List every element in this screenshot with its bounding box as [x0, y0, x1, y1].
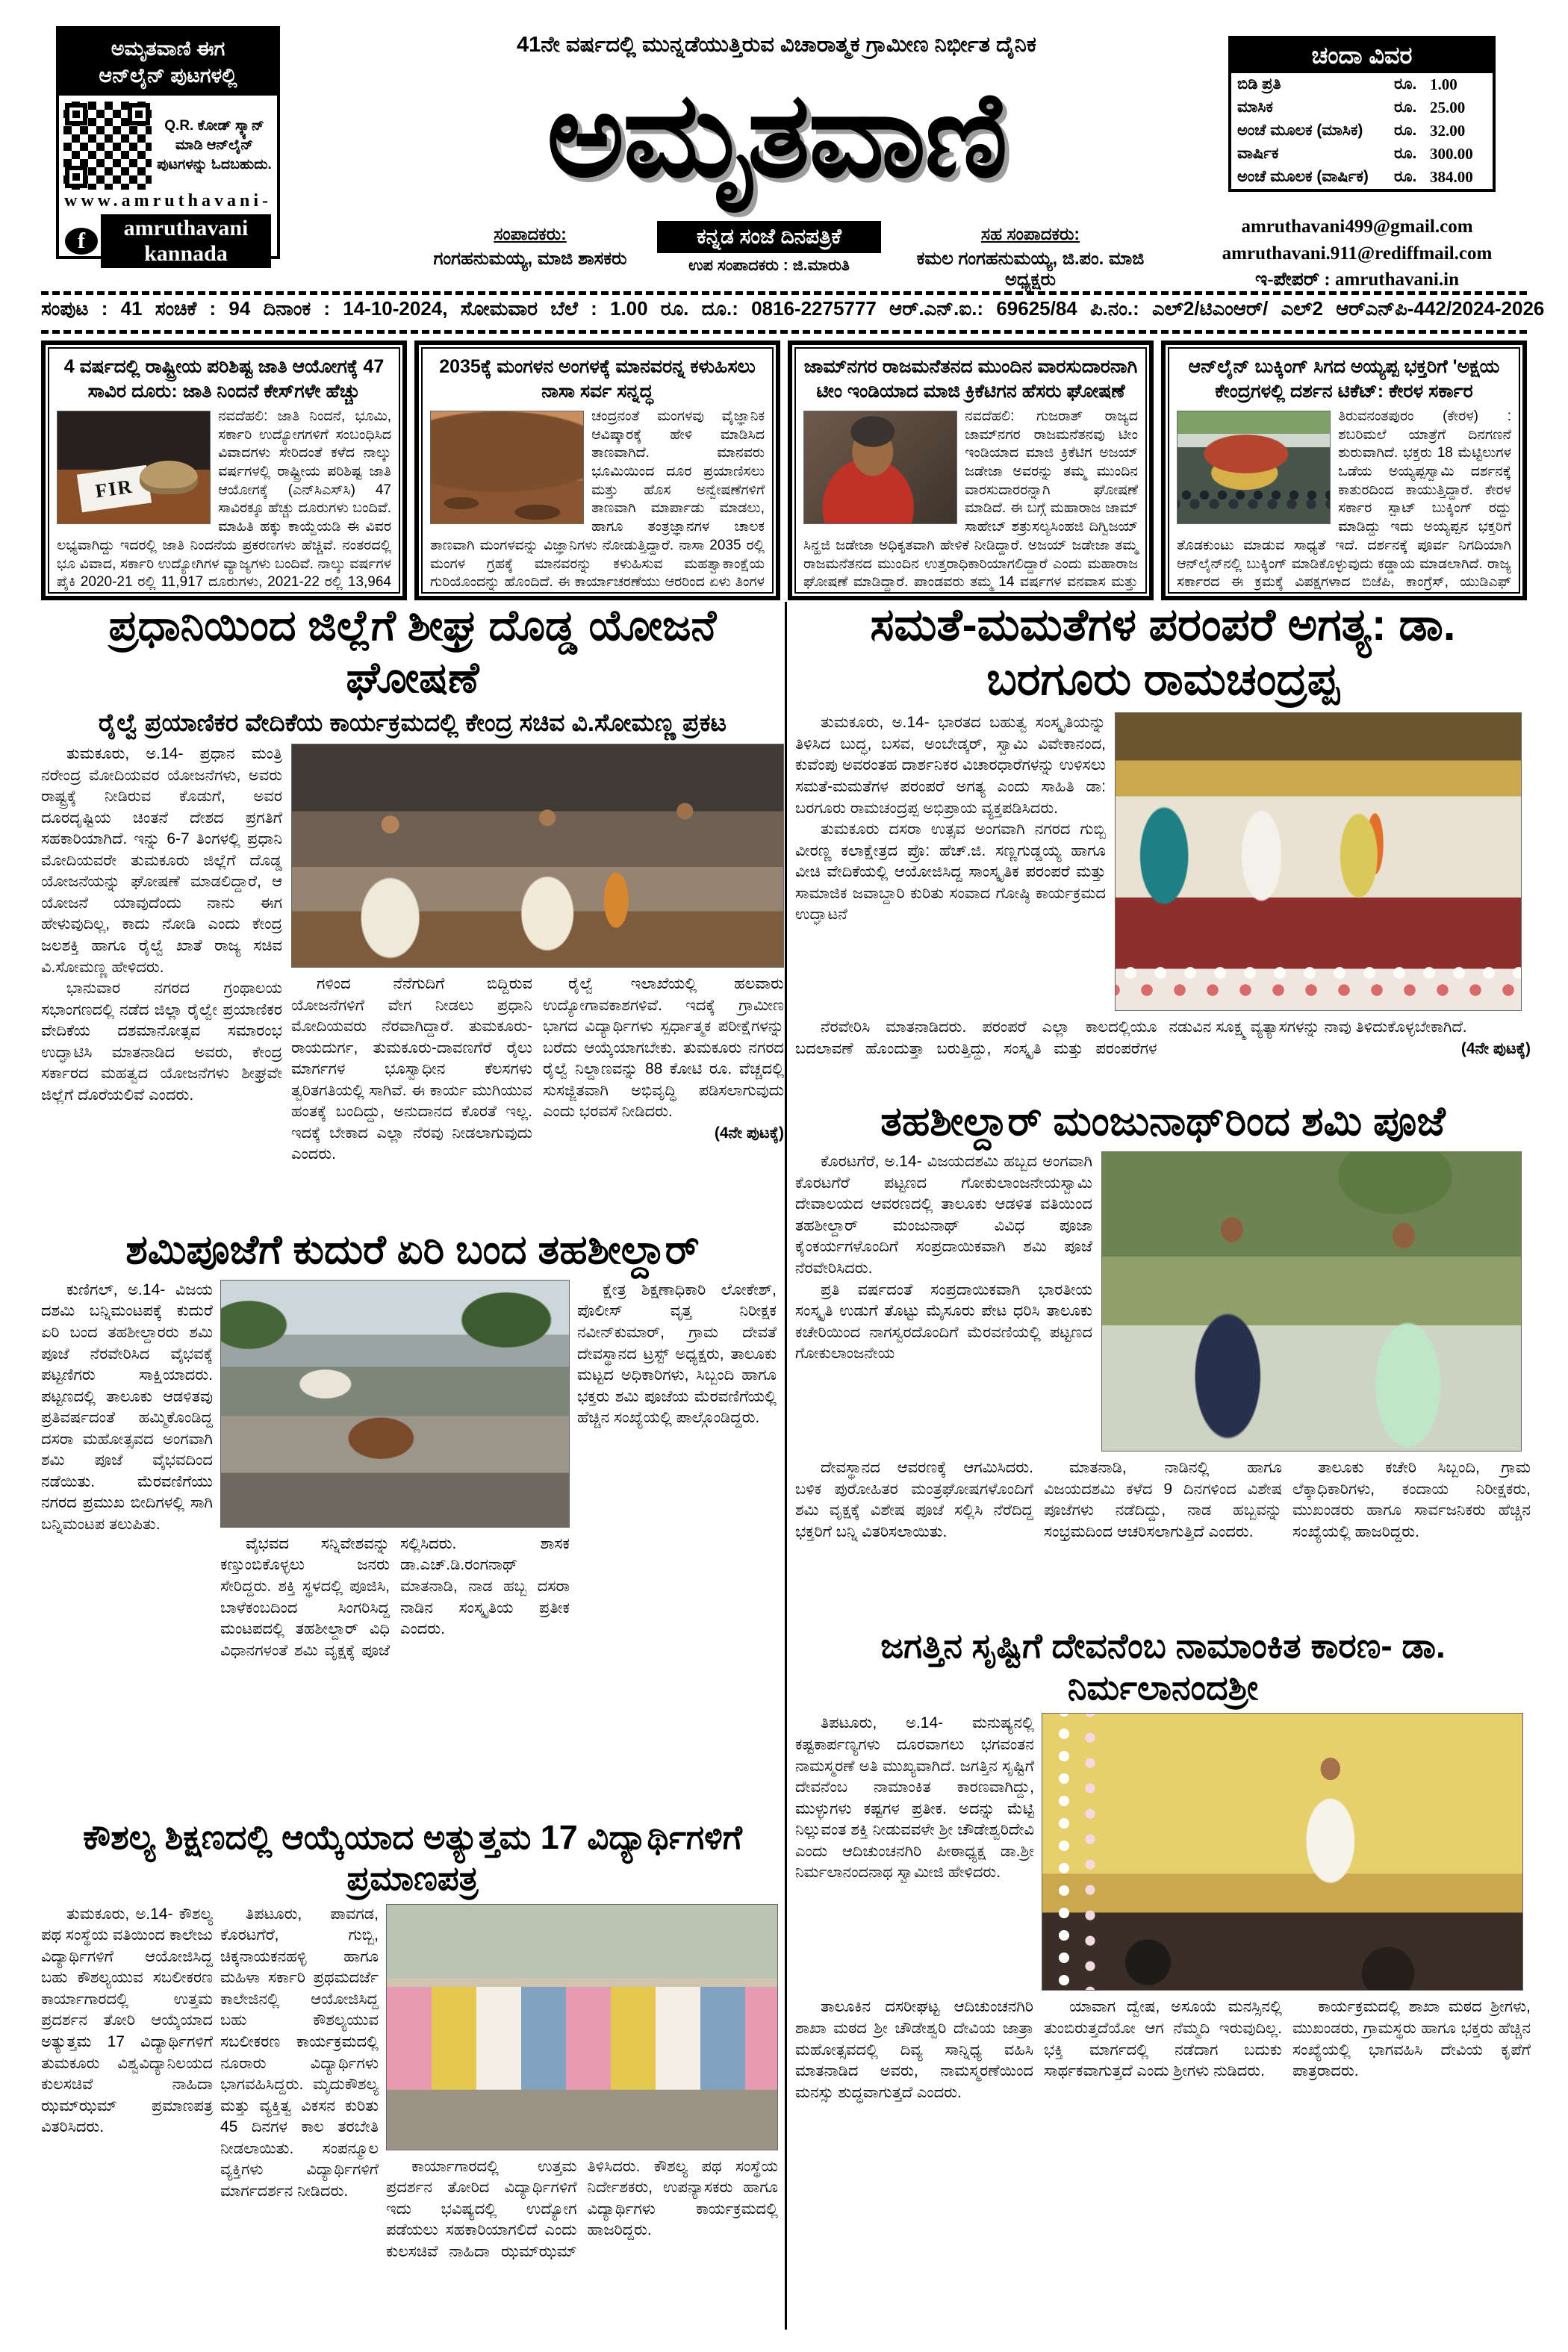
article-nirmalananda-speech — [795, 1625, 1531, 2337]
column-divider — [785, 602, 787, 2330]
article-paragraph: ಯಾವಾಗ ದ್ವೇಷ, ಅಸೂಯೆ ಮನಸ್ಸಿನಲ್ಲಿ ತುಂಬಿರುತ್ತದೆಯೋ ಆಗ ನೆಮ್ಮದಿ ಇರುವುದಿಲ್ಲ. ಭಕ್ತಿ ಮಾರ್ಗದಲ್ಲಿ ನಡೆದಾಗ ಬದುಕು ಸಾರ್ಥಕವಾಗುತ್ತದೆ ಎಂದು ಶ್ರೀಗಳು ನುಡಿದರು. — [1044, 1998, 1282, 2080]
qr-caption: Q.R. ಕೋಡ್ ಸ್ಕ್ಯಾನ್ ಮಾಡಿ ಆನ್‌ಲೈನ್ ಪುಟಗಳನ್ನು ಓದಬಹುದು. — [157, 118, 272, 172]
article-headline: ಕೌಶಲ್ಯ ಶಿಕ್ಷಣದಲ್ಲಿ ಆಯ್ಕೆಯಾದ ಅತ್ಯುತ್ತಮ 17 ವಿದ್ಯಾರ್ಥಿಗಳಿಗೆ ಪ್ರಮಾಣಪತ್ರ — [83, 1817, 742, 1897]
article-tahsildar-horse — [41, 1226, 784, 1810]
qr-code[interactable] — [63, 102, 152, 190]
article-paragraph: ತಾಲೂಕು ಕಚೇರಿ ಸಿಬ್ಬಂದಿ, ಗ್ರಾಮ ಲೆಕ್ಕಾಧಿಕಾರಿಗಳು, ಕಂದಾಯ ನಿರೀಕ್ಷಕರು, ಮುಖಂಡರು ಹಾಗೂ ಸಾರ್ವಜನಿಕರು ಹೆಚ್ಚಿನ ಸಂಖ್ಯೆಯಲ್ಲಿ ಹಾಜರಿದ್ದರು. — [1292, 1459, 1531, 1540]
sabarimala-crowd-photo — [1177, 411, 1331, 524]
co-editor-label: ಸಹ ಸಂಪಾದಕರು: — [980, 224, 1080, 243]
article-skill-certificates — [41, 1817, 784, 2337]
masthead-title: ಅಮೃತವಾಣಿ — [547, 69, 1007, 201]
contact-emails — [1183, 214, 1531, 293]
facebook-handle: amruthavani kannada — [101, 214, 271, 268]
article-paragraph: ಕಾರ್ಯಕ್ರಮದಲ್ಲಿ ಶಾಖಾ ಮಠದ ಶ್ರೀಗಳು, ಮುಖಂಡರು, ಗ್ರಾಮಸ್ಥರು ಹಾಗೂ ಭಕ್ತರು ಹೆಚ್ಚಿನ ಸಂಖ್ಯೆಯಲ್ಲಿ ಭಾಗವಹಿಸಿ ದೇವಿಯ ಕೃಪೆಗೆ ಪಾತ್ರರಾದರು. — [1292, 1998, 1531, 2080]
article-paragraph: ತುಮಕೂರು, ಅ.14- ಭಾರತದ ಬಹುತ್ವ ಸಂಸ್ಕೃತಿಯನ್ನು ತಿಳಿಸಿದ ಬುದ್ಧ, ಬಸವ, ಅಂಬೇಡ್ಕರ್, ಸ್ವಾಮಿ ವಿವೇಕಾನಂದ, ಕುವೆಂಪು ಅವರಂತಹ ದಾರ್ಶನಿಕರ ವಿಚಾರಧಾರೆಗಳನ್ನು ಉಳಿಸಲು ಸಮತೆ-ಮಮತೆಗಳ ಪರಂಪರೆ ಅಗತ್ಯ ಎಂದು ಸಾಹಿತಿ ಡಾ: ಬರಗೂರು ರಾಮಚಂದ್ರಪ್ಪ ಅಭಿಪ್ರಾಯ ವ್ಯಕ್ತಪಡಿಸಿದರು. — [795, 714, 1106, 817]
brief-body: ತಿರುವನಂತಪುರಂ (ಕೇರಳ) : ಶಬರಿಮಲೆ ಯಾತ್ರೆಗೆ ದಿನಗಣನೆ ಶುರುವಾಗಿದೆ. ಭಕ್ತರು 18 ಮೆಟ್ಟಿಲುಗಳ ಒಡೆಯ ಅಯ್ಯಪ್ಪಸ್ವಾಮಿ ದರ್ಶನಕ್ಕೆ ಕಾತುರದಿಂದ ಕಾಯುತ್ತಿದ್ದಾರೆ. ಕೇರಳ ಸರ್ಕಾರ ಸ್ಪಾಟ್ ಬುಕ್ಕಿಂಗ್ ರದ್ದು ಮಾಡಿದ್ದು ಇದು ಅಯ್ಯಪ್ಪನ ಭಕ್ತರಿಗೆ ತೊಡಕುಂಟು ಮಾಡುವ ಸಾಧ್ಯತೆ ಇದೆ. ದರ್ಶನಕ್ಕೆ ಪೂರ್ವ ನಿಗದಿಯಾಗಿ ಆನ್‌ಲೈನ್‌ನಲ್ಲಿ ಬುಕ್ಕಿಂಗ್ ಮಾಡಿಕೊಳ್ಳುವುದು ಕಡ್ಡಾಯ ಮಾಡಲಾಗಿದೆ. ರಾಜ್ಯ ಸರ್ಕಾರದ ಈ ಕ್ರಮಕ್ಕೆ ವಿಪಕ್ಷಗಳಾದ ಬಿಜೆಪಿ, ಕಾಂಗ್ರೆಸ್, ಯುಡಿಎಫ್ — [1177, 408, 1511, 591]
article-paragraph: ತಾಲೂಕಿನ ದಸರೀಘಟ್ಟ ಆದಿಚುಂಚನಗಿರಿ ಶಾಖಾ ಮಠದ ಶ್ರೀ ಚೌಡೇಶ್ವರಿ ದೇವಿಯ ಜಾತ್ರಾ ಮಹೋತ್ಸವದಲ್ಲಿ ದಿವ್ಯ ಸಾನ್ನಿಧ್ಯ ವಹಿಸಿ ಮಾತನಾಡಿದ ಅವರು, ನಾಮಸ್ಮರಣೆಯಿಂದ ಮನಸ್ಸು ಶುದ್ಧವಾಗುತ್ತದೆ ಎಂದರು. — [795, 1998, 1033, 2101]
brief-box-sc-commission — [41, 340, 407, 600]
epaper-link[interactable]: ಇ-ಪೇಪರ್ : amruthavani.in — [1255, 270, 1459, 290]
subscription-box — [1228, 36, 1496, 192]
qr-eye-icon — [128, 103, 150, 125]
currency-label: ರೂ. — [1394, 145, 1417, 162]
subscription-row — [1231, 119, 1493, 143]
students-group-photo — [386, 1904, 778, 2150]
right-news-column — [795, 597, 1531, 2337]
brief-box-sabarimala — [1161, 340, 1527, 600]
article-paragraph: ಕುಣಿಗಲ್, ಅ.14- ವಿಜಯ ದಶಮಿ ಬನ್ನಿಮಂಟಪಕ್ಕೆ ಕುದುರೆ ಏರಿ ಬಂದ ತಹಶೀಲ್ದಾರರು ಶಮಿ ಪೂಜೆ ನೆರವೇರಿಸಿದ ವೈಭವಕ್ಕೆ ಪಟ್ಟಣಿಗರು ಸಾಕ್ಷಿಯಾದರು. ಪಟ್ಟಣದಲ್ಲಿ ತಾಲೂಕು ಆಡಳಿತವು ಪ್ರತಿವರ್ಷದಂತೆ ಹಮ್ಮಿಕೊಂಡಿದ್ದ ದಸರಾ ಮಹೋತ್ಸವದ ಅಂಗವಾಗಿ ಶಮಿ ಪೂಜೆ ವೈಭವದಿಂದ ನಡೆಯಿತು. ಮೆರವಣಿಗೆಯು ನಗರದ ಪ್ರಮುಖ ಬೀದಿಗಳಲ್ಲಿ ಸಾಗಿ ಬನ್ನಿಮಂಟಪ ತಲುಪಿತು. — [41, 1281, 213, 1533]
article-column — [220, 1534, 570, 1808]
article-column — [1044, 1997, 1282, 2337]
article-headline: ಪ್ರಧಾನಿಯಿಂದ ಜಿಲ್ಲೆಗೆ ಶೀಘ್ರ ದೊಡ್ಡ ಯೋಜನೆ ಘೋಷಣೆ — [108, 602, 717, 702]
article-manjunath-shami-pooja — [795, 1098, 1531, 1616]
procession-street-photo — [220, 1280, 570, 1528]
left-news-column — [41, 597, 784, 2337]
subscription-label: ಬಿಡಿ ಪ್ರತಿ — [1237, 75, 1281, 93]
brief-body: ಚಂದ್ರನಂತೆ ಮಂಗಳವು ವೈಜ್ಞಾನಿಕ ಆವಿಷ್ಕಾರಕ್ಕೆ ಹೇಳಿ ಮಾಡಿಸಿದ ತಾಣವಾಗಿದೆ. ಮಾನವರು ಭೂಮಿಯಿಂದ ದೂರ ಪ್ರಯಾಣಿಸಲು ಮತ್ತು ಹೊಸ ಅನ್ವೇಷಣೆಗಳಿಗೆ ತಾಣವಾಗಿ ಮಾರ್ಪಾಡು ಮಾಡಲು, ಹಾಗೂ ತಂತ್ರಜ್ಞಾನಗಳ ಚಾಲಕ ತಾಣವಾಗಿ ಮಂಗಳವನ್ನು ವಿಜ್ಞಾನಿಗಳು ನೋಡುತ್ತಿದ್ದಾರೆ. ನಾಸಾ 2035 ರಲ್ಲಿ ಮಂಗಳ ಗ್ರಹಕ್ಕೆ ಮಾನವರನ್ನು ಕಳುಹಿಸುವ ಮಹತ್ವಾಕಾಂಕ್ಷೆಯ ಗುರಿಯೊಂದನ್ನು ಹೊಂದಿದೆ. ಈ ಕಾರ್ಯಾಚರಣೆಯು ಆರರಿಂದ ಏಳು ತಿಂಗಳ — [430, 408, 765, 591]
online-box-title — [59, 29, 277, 96]
police-cap-icon — [140, 461, 198, 494]
subscription-title: ಚಂದಾ ವಿವರ — [1231, 39, 1493, 73]
brief-title: 4 ವರ್ಷದಲ್ಲಿ ರಾಷ್ಟ್ರೀಯ ಪರಿಶಿಷ್ಟ ಜಾತಿ ಆಯೋಗಕ್ಕೆ 47 ಸಾವಿರ ದೂರು: ಜಾತಿ ನಿಂದನೆ ಕೇಸ್‌ಗಳೇ ಹೆಚ್ಚು — [63, 356, 385, 402]
article-paragraph: ತುಮಕೂರು, ಅ.14- ಕೌಶಲ್ಯ ಪಥ ಸಂಸ್ಥೆಯ ವತಿಯಿಂದ ಕಾಲೇಜು ವಿದ್ಯಾರ್ಥಿಗಳಿಗೆ ಆಯೋಜಿಸಿದ್ದ ಬಹು ಕೌಶಲ್ಯಯುವ ಸಬಲೀಕರಣ ಕಾರ್ಯಾಗಾರದಲ್ಲಿ ಉತ್ತಮ ಪ್ರದರ್ಶನ ತೋರಿ ಆಯ್ಕೆಯಾದ ಅತ್ಯುತ್ತಮ 17 ವಿದ್ಯಾರ್ಥಿಗಳಿಗೆ ತುಮಕೂರು ವಿಶ್ವವಿದ್ಯಾನಿಲಯದ ಕುಲಸಚಿವೆ ನಾಹಿದಾ ಝಮ್‌ಝಮ್ ಪ್ರಮಾಣಪತ್ರ ವಿತರಿಸಿದರು. — [41, 1905, 213, 2136]
brief-body: ನವದೆಹಲಿ: ಜಾತಿ ನಿಂದನೆ, ಭೂಮಿ, ಸರ್ಕಾರಿ ಉದ್ಯೋಗಗಳಿಗೆ ಸಂಬಂಧಿಸಿದ ವಿವಾದಗಳು ಸೇರಿದಂತೆ ಕಳೆದ ನಾಲ್ಕು ವರ್ಷಗಳಲ್ಲಿ ರಾಷ್ಟ್ರೀಯ ಪರಿಶಿಷ್ಟ ಜಾತಿ ಆಯೋಗಕ್ಕೆ (ಎನ್‌ಸಿಎಸ್‌ಸಿ) 47 ಸಾವಿರಕ್ಕೂ ಹೆಚ್ಚು ದೂರುಗಳು ಬಂದಿವೆ. ಮಾಹಿತಿ ಹಕ್ಕು ಕಾಯ್ದೆಯಡಿ ಈ ವಿವರ ಲಭ್ಯವಾಗಿದ್ದು ಇದರಲ್ಲಿ ಜಾತಿ ನಿಂದನೆಯ ಪ್ರಕರಣಗಳು ಹೆಚ್ಚಿವೆ. ನಂತರದಲ್ಲಿ ಭೂ ವಿವಾದ, ಸರ್ಕಾರಿ ಉದ್ಯೋಗಿಗಳ ವ್ಯಾಜ್ಯಗಳು ಬಂದಿವೆ. ನಾಲ್ಕು ವರ್ಷಗಳ ಪೈಕಿ 2020-21 ರಲ್ಲಿ 11,917 ದೂರುಗಳು, 2021-22 ರಲ್ಲಿ 13,964 — [57, 408, 391, 591]
currency-label: ರೂ. — [1394, 99, 1417, 116]
online-box-title-line2: ಆನ್‌ಲೈನ್ ಪುಟಗಳಲ್ಲಿ — [99, 64, 237, 87]
article-paragraph: ಕ್ಷೇತ್ರ ಶಿಕ್ಷಣಾಧಿಕಾರಿ ಲೋಕೇಶ್, ಪೊಲೀಸ್ ವೃತ್ತ ನಿರೀಕ್ಷಕ ನವೀನ್‌ಕುಮಾರ್, ಗ್ರಾಮ ದೇವತೆ ದೇವಸ್ಥಾನದ ಟ್ರಸ್ಟ್ ಅಧ್ಯಕ್ಷರು, ತಾಲೂಕು ಮಟ್ಟದ ಅಧಿಕಾರಿಗಳು, ಸಿಬ್ಬಂದಿ ಹಾಗೂ ಭಕ್ತರು ಶಮಿ ಪೂಜೆಯ ಮೆರವಣಿಗೆಯಲ್ಲಿ ಹೆಚ್ಚಿನ ಸಂಖ್ಯೆಯಲ್ಲಿ ಪಾಲ್ಗೊಂಡಿದ್ದರು. — [577, 1281, 777, 1427]
tahsildar-officials-photo — [1101, 1151, 1522, 1452]
email-primary[interactable]: amruthavani499@gmail.com — [1241, 217, 1473, 237]
article-paragraph: ಕೊರಟಗೆರೆ, ಅ.14- ವಿಜಯದಶಮಿ ಹಬ್ಬದ ಅಂಗವಾಗಿ ಕೊರಟಗೆರೆ ಪಟ್ಟಣದ ಗೋಕುಲಾಂಜನೇಯಸ್ವಾಮಿ ದೇವಾಲಯದ ಆವರಣದಲ್ಲಿ ತಾಲೂಕು ಆಡಳಿತ ವತಿಯಿಂದ ತಹಶೀಲ್ದಾರ್ ಮಂಜುನಾಥ್ ವಿವಿಧ ಪೂಜಾ ಕೈಂಕರ್ಯಗಳೊಂದಿಗೆ ಸಂಪ್ರದಾಯಿಕವಾಗಿ ಶಮಿ ಪೂಜೆ ನೆರವೇರಿಸಿದರು. — [795, 1153, 1092, 1277]
qr-eye-icon — [65, 103, 87, 125]
news-briefs-row — [41, 340, 1527, 600]
deputy-editor: ಉಪ ಸಂಪಾದಕರು : ಜಿ.ಮಾರುತಿ — [688, 257, 850, 274]
brief-box-nasa-mars — [414, 340, 780, 600]
editor-label: ಸಂಪಾದಕರು: — [494, 224, 567, 243]
divider-dashed-bottom — [41, 330, 1527, 334]
masthead-tagline: 41ನೇ ವರ್ಷದಲ್ಲಿ ಮುನ್ನಡೆಯುತ್ತಿರುವ ವಿಚಾರಾತ್ಮಕ ಗ್ರಾಮೀಣ ನಿರ್ಭೀತ ದೈನಿಕ — [517, 33, 1036, 57]
article-subhead: ರೈಲ್ವೆ ಪ್ರಯಾಣಿಕರ ವೇದಿಕೆಯ ಕಾರ್ಯಕ್ರಮದಲ್ಲಿ ಕೇಂದ್ರ ಸಚಿವ ವಿ.ಸೋಮಣ್ಣ ಪ್ರಕಟ — [98, 709, 727, 737]
article-headline: ಶಮಿಪೂಜೆಗೆ ಕುದುರೆ ಏರಿ ಬಂದ ತಹಶೀಲ್ದಾರ್ — [125, 1228, 700, 1273]
article-paragraph: ತಿಪಟೂರು, ಅ.14- ಮನುಷ್ಯನಲ್ಲಿ ಕಷ್ಟಕಾರ್ಪಣ್ಯಗಳು ದೂರವಾಗಲು ಭಗವಂತನ ನಾಮಸ್ಮರಣೆ ಅತಿ ಮುಖ್ಯವಾಗಿದೆ. ಜಗತ್ತಿನ ಸೃಷ್ಟಿಗೆ ದೇವನೆಂಬ ನಾಮಾಂಕಿತ ಕಾರಣವಾಗಿದ್ದು, ಮುಳ್ಳುಗಳು ಕಷ್ಟಗಳ ಪ್ರತೀಕ. ಅದನ್ನು ಮೆಟ್ಟಿ ನಿಲ್ಲುವಂತ ಶಕ್ತಿ ನೀಡುವವಳೇ ಶ್ರೀ ಚೌಡೇಶ್ವರಿದೇವಿ ಎಂದು ಆದಿಚುಂಚನಗಿರಿ ಪೀಠಾಧ್ಯಕ್ಷ ಡಾ.ಶ್ರೀ ನಿರ್ಮಲಾನಂದನಾಥ ಸ್ವಾಮೀಜಿ ಹೇಳಿದರು. — [795, 1714, 1034, 1882]
article-paragraph: ಮಾತನಾಡಿ, ನಾಡಿನಲ್ಲಿ ಹಾಗೂ ವಿಜಯದಶಮಿ ಕಳೆದ 9 ದಿನಗಳಿಂದ ವಿಶೇಷ ಪೂಜೆಗಳು ನಡೆದಿದ್ದು, ನಾಡ ಹಬ್ಬವನ್ನು ಸಂಭ್ರಮದಿಂದ ಆಚರಿಸಲಾಗುತ್ತಿದೆ ಎಂದರು. — [1044, 1459, 1282, 1540]
article-column — [41, 744, 291, 1219]
subscription-price: 384.00 — [1430, 168, 1473, 186]
editor-name: ಗಂಗಹನುಮಯ್ಯ, ಮಾಜಿ ಶಾಸಕರು — [433, 249, 627, 269]
article-column — [291, 974, 532, 1211]
article-paragraph: ತಿಪಟೂರು, ಪಾವಗಡ, ಕೊರಟಗೆರೆ, ಗುಬ್ಬಿ, ಚಿಕ್ಕನಾಯಕನಹಳ್ಳಿ ಹಾಗೂ ಮಹಿಳಾ ಸರ್ಕಾರಿ ಪ್ರಥಮದರ್ಜೆ ಕಾಲೇಜಿನಲ್ಲಿ ಆಯೋಜಿಸಿದ್ದ ಬಹು ಕೌಶಲ್ಯಯುವ ಸಬಲೀಕರಣ ಕಾರ್ಯಕ್ರಮದಲ್ಲಿ ನೂರಾರು ವಿದ್ಯಾರ್ಥಿಗಳು ಭಾಗವಹಿಸಿದ್ದರು. ಮೃದುಕೌಶಲ್ಯ ಮತ್ತು ವ್ಯಕ್ತಿತ್ವ ವಿಕಸನ ಕುರಿತು 45 ದಿನಗಳ ಕಾಲ ತರಬೇತಿ ನೀಡಲಾಯಿತು. ಸಂಪನ್ಮೂಲ ವ್ಯಕ್ತಿಗಳು ವಿದ್ಯಾರ್ಥಿಗಳಿಗೆ ಮಾರ್ಗದರ್ಶನ ನೀಡಿದರು. — [220, 1905, 379, 2200]
subscription-label: ಮಾಸಿಕ — [1237, 99, 1273, 116]
facebook-bar[interactable] — [65, 214, 271, 268]
cricketer-portrait-photo — [803, 411, 957, 524]
brief-title: 2035ಕ್ಕೆ ಮಂಗಳನ ಅಂಗಳಕ್ಕೆ ಮಾನವರನ್ನ ಕಳುಹಿಸಲು ನಾಸಾ ಸರ್ವ ಸನ್ನದ್ಧ — [439, 356, 756, 402]
subscription-price: 300.00 — [1430, 145, 1473, 163]
article-column — [1044, 1457, 1282, 1616]
online-box-title-line1: ಅಮೃತವಾಣಿ ಈಗ — [111, 37, 225, 60]
website-url[interactable]: www.amruthavani- — [63, 190, 272, 211]
article-column — [220, 1904, 386, 2337]
article-column — [795, 1997, 1033, 2337]
article-paragraph: ಪ್ರತಿ ವರ್ಷದಂತೆ ಸಂಪ್ರದಾಯಿಕವಾಗಿ ಭಾರತೀಯ ಸಂಸ್ಕೃತಿ ಉಡುಗೆ ತೊಟ್ಟು ಮೈಸೂರು ಪೇಟ ಧರಿಸಿ ತಾಲೂಕು ಕಚೇರಿಯಿಂದ ನಾಗಸ್ವರದೊಂದಿಗೆ ಮೆರವಣಿಯಲ್ಲಿ ಪಟ್ಟಣದ ಗೋಕುಲಾಂಜನೇಯ — [795, 1281, 1092, 1363]
continued-note: (4ನೇ ಪುಟಕ್ಕೆ) — [1460, 1039, 1531, 1057]
mars-landscape-photo — [430, 411, 584, 524]
subscription-label: ಅಂಚೆ ಮೂಲಕ (ವಾರ್ಷಿಕ) — [1237, 168, 1369, 185]
article-column — [795, 712, 1115, 1011]
brief-box-jamnagar-heir — [788, 340, 1154, 600]
article-headline: ಸಮತೆ-ಮಮತೆಗಳ ಪರಂಪರೆ ಅಗತ್ಯ: ಡಾ. ಬರಗೂರು ರಾಮಚಂದ್ರಪ್ಪ — [870, 600, 1456, 705]
article-column — [570, 1280, 777, 1810]
article-paragraph: ಗಳಿಂದ ನೆನೆಗುದಿಗೆ ಬಿದ್ದಿರುವ ಯೋಜನೆಗಳಿಗೆ ವೇಗ ನೀಡಲು ಪ್ರಧಾನಿ ಮೋದಿಯವರು ನೆರವಾಗಿದ್ದಾರೆ. ತುಮಕೂರು-ರಾಯದುರ್ಗ, ತುಮಕೂರು-ದಾವಣಗೆರೆ ರೈಲು ಮಾರ್ಗಗಳ ಭೂಸ್ವಾಧೀನ ಕೆಲಸಗಳು ತ್ವರಿತಗತಿಯಲ್ಲಿ ಸಾಗಿವೆ. ಈ ಕಾರ್ಯ ಮುಗಿಯುವ ಹಂತಕ್ಕೆ ಬಂದಿದ್ದು, ಅನುದಾನದ ಕೊರತೆ ಇಲ್ಲ. ಇದಕ್ಕೆ ಬೇಕಾದ ಎಲ್ಲಾ ನೆರವು ನೀಡಲಾಗುವುದು ಎಂದರು. — [291, 975, 532, 1163]
co-editor-block — [892, 224, 1169, 290]
brief-body: ನವದೆಹಲಿ: ಗುಜರಾತ್ ರಾಜ್ಯದ ಜಾಮ್‌ನಗರ ರಾಜಮನೆತನವು ಟೀಂ ಇಂಡಿಯಾದ ಮಾಜಿ ಕ್ರಿಕೆಟಿಗ ಅಜಯ್ ಜಡೇಜಾ ಅವರನ್ನು ತಮ್ಮ ಮುಂದಿನ ವಾರಸುದಾರರನ್ನಾಗಿ ಘೋಷಣೆ ಮಾಡಿದೆ. ಈ ಬಗ್ಗೆ ಮಹಾರಾಜ ಜಾಮ್ ಸಾಹೇಬ್ ಶತ್ರುಸಲ್ಯಸಿಂಹಜಿ ದಿಗ್ವಿಜಯ್ ಸಿನ್ಹಜಿ ಜಡೇಜಾ ಅಧಿಕೃತವಾಗಿ ಹೇಳಿಕೆ ನೀಡಿದ್ದಾರೆ. ಅಜಯ್ ಜಡೇಜಾ ತಮ್ಮ ರಾಜಮನೆತನದ ಮುಂದಿನ ಉತ್ತರಾಧಿಕಾರಿಯಾಗಲಿದ್ದಾರೆ ಎಂದು ಮಹಾರಾಜ ಘೋಷಣೆ ಮಾಡಿದ್ದಾರೆ. ಪಾಂಡವರು ತಮ್ಮ 14 ವರ್ಷಗಳ ವನವಾಸ ಮತ್ತು — [803, 408, 1138, 591]
qr-eye-icon — [65, 166, 87, 188]
divider-dashed-top — [41, 291, 1527, 295]
brief-title: ಜಾಮ್‌ನಗರ ರಾಜಮನೆತನದ ಮುಂದಿನ ವಾರಸುದಾರನಾಗಿ ಟೀಂ ಇಂಡಿಯಾದ ಮಾಜಿ ಕ್ರಿಕೆಟಿಗನ ಹೆಸರು ಘೋಷಣೆ — [803, 356, 1138, 402]
article-headline: ಜಗತ್ತಿನ ಸೃಷ್ಟಿಗೆ ದೇವನೆಂಬ ನಾಮಾಂಕಿತ ಕಾರಣ- ಡಾ. ನಿರ್ಮಲಾನಂದಶ್ರೀ — [880, 1626, 1446, 1708]
brief-title: ಆನ್‌ಲೈನ್ ಬುಕ್ಕಿಂಗ್ ಸಿಗದ ಅಯ್ಯಪ್ಪ ಭಕ್ತರಿಗೆ 'ಅಕ್ಷಯ ಕೇಂದ್ರಗಳಲ್ಲಿ ದರ್ಶನ ಟಿಕೆಟ್: ಕೇರಳ ಸರ್ಕಾರ — [1188, 356, 1500, 402]
currency-label: ರೂ. — [1394, 122, 1417, 139]
dasara-stage-photo — [1115, 712, 1522, 1011]
article-paragraph: ರೈಲ್ವೆ ಇಲಾಖೆಯಲ್ಲಿ ಹಲವಾರು ಉದ್ಯೋಗಾವಕಾಶಗಳಿವೆ. ಇದಕ್ಕೆ ಗ್ರಾಮೀಣ ಭಾಗದ ವಿದ್ಯಾರ್ಥಿಗಳು ಸ್ಪರ್ಧಾತ್ಮಕ ಪರೀಕ್ಷೆಗಳನ್ನು ಬರೆದು ಆಯ್ಕೆಯಾಗಬೇಕು. ತುಮಕೂರು ನಗರದ ರೈಲ್ವೆ ನಿಲ್ದಾಣವನ್ನು 88 ಕೋಟಿ ರೂ. ವೆಚ್ಚದಲ್ಲಿ ಸುಸಜ್ಜಿತವಾಗಿ ಅಭಿವೃದ್ಧಿ ಪಡಿಸಲಾಗುವುದು ಎಂದು ಭರವಸೆ ನೀಡಿದರು. — [543, 975, 784, 1121]
online-edition-box — [56, 26, 280, 266]
article-paragraph: ಕಾರ್ಯಾಗಾರದಲ್ಲಿ ಉತ್ತಮ ಪ್ರದರ್ಶನ ತೋರಿದ ವಿದ್ಯಾರ್ಥಿಗಳಿಗೆ ಇದು ಭವಿಷ್ಯದಲ್ಲಿ ಉದ್ಯೋಗ ಪಡೆಯಲು ಸಹಕಾರಿಯಾಗಲಿದೆ ಎಂದು ಕುಲಸಚಿವೆ ನಾಹಿದಾ ಝಮ್‌ಝಮ್ ತಿಳಿಸಿದರು. ಕೌಶಲ್ಯ ಪಥ ಸಂಸ್ಥೆಯ ನಿರ್ದೇಶಕರು, ಉಪನ್ಯಾಸಕರು ಹಾಗೂ ವಿದ್ಯಾರ್ಥಿಗಳು ಕಾರ್ಯಕ್ರಮದಲ್ಲಿ ಹಾಜರಿದ್ದರು. — [386, 2157, 778, 2260]
email-secondary[interactable]: amruthavani.911@rediffmail.com — [1222, 243, 1493, 264]
currency-label: ರೂ. — [1394, 168, 1417, 185]
article-paragraph: ದೇವಸ್ಥಾನದ ಆವರಣಕ್ಕೆ ಆಗಮಿಸಿದರು. ಬಳಿಕ ಪುರೋಹಿತರ ಮಂತ್ರಘೋಷಗಳೊಂದಿಗೆ ಶಮಿ ವೃಕ್ಷಕ್ಕೆ ವಿಶೇಷ ಪೂಜೆ ಸಲ್ಲಿಸಿ ನೆರೆದಿದ್ದ ಭಕ್ತರಿಗೆ ಬನ್ನಿ ವಿತರಿಸಲಾಯಿತು. — [795, 1459, 1033, 1540]
subscription-row — [1231, 166, 1493, 189]
railway-event-group-photo — [291, 744, 784, 968]
article-column — [1292, 1457, 1531, 1616]
article-pm-project — [41, 600, 784, 1219]
subscription-label: ಅಂಚೆ ಮೂಲಕ (ಮಾಸಿಕ) — [1237, 122, 1363, 139]
subscription-price: 1.00 — [1430, 75, 1457, 93]
article-column — [386, 2156, 778, 2337]
co-editor-name: ಕಮಲ ಗಂಗಹನುಮಯ್ಯ, ಜಿ.ಪಂ. ಮಾಜಿ ಅಧ್ಯಕ್ಷರು — [916, 249, 1145, 290]
subscription-row — [1231, 143, 1493, 166]
article-headline: ತಹಶೀಲ್ದಾರ್ ಮಂಜುನಾಥ್‌ರಿಂದ ಶಮಿ ಪೂಜೆ — [880, 1099, 1446, 1145]
article-paragraph: ನೆರವೇರಿಸಿ ಮಾತನಾಡಿದರು. ಪರಂಪರೆ ಎಲ್ಲಾ ಕಾಲದಲ್ಲಿಯೂ ಬದಲಾವಣೆ ಹೊಂದುತ್ತಾ ಬರುತ್ತಿದ್ದು, ಸಂಸ್ಕೃತಿ ಮತ್ತು ಪರಂಪರೆಗಳ ನಡುವಿನ ಸೂಕ್ಷ್ಮ ವ್ಯತ್ಯಾಸಗಳನ್ನು ನಾವು ತಿಳಿದುಕೊಳ್ಳಬೇಕಾಗಿದೆ. — [795, 1018, 1467, 1057]
article-column — [1292, 1997, 1531, 2337]
subscription-price: 32.00 — [1430, 122, 1466, 140]
article-column — [795, 1457, 1033, 1616]
subscription-row — [1231, 73, 1493, 96]
article-column — [41, 1280, 220, 1810]
currency-label: ರೂ. — [1394, 75, 1417, 93]
continued-note: (4ನೇ ಪುಟಕ್ಕೆ) — [714, 1124, 784, 1142]
article-column — [795, 1713, 1042, 1991]
swamiji-event-photo — [1042, 1713, 1523, 1991]
subscription-row — [1231, 96, 1493, 119]
article-paragraph: ವೈಭವದ ಸನ್ನಿವೇಶವನ್ನು ಕಣ್ತುಂಬಿಕೊಳ್ಳಲು ಜನರು ಸೇರಿದ್ದರು. ಶಕ್ತಿ ಸ್ಥಳದಲ್ಲಿ ಪೂಜಿಸಿ, ಬಾಳೆಕಂಬದಿಂದ ಸಿಂಗರಿಸಿದ್ದ ಮಂಟಪದಲ್ಲಿ ತಹಶೀಲ್ದಾರ್ ವಿಧಿ ವಿಧಾನಗಳಂತೆ ಶಮಿ ವೃಕ್ಷಕ್ಕೆ ಪೂಜೆ ಸಲ್ಲಿಸಿದರು. ಶಾಸಕ ಡಾ.ಎಚ್.ಡಿ.ರಂಗನಾಥ್ ಮಾತನಾಡಿ, ನಾಡ ಹಬ್ಬ ದಸರಾ ನಾಡಿನ ಸಂಸ್ಕೃತಿಯ ಪ್ರತೀಕ ಎಂದರು. — [220, 1534, 570, 1659]
article-paragraph: ತುಮಕೂರು ದಸರಾ ಉತ್ಸವ ಅಂಗವಾಗಿ ನಗರದ ಗುಬ್ಬಿ ವೀರಣ್ಣ ಕಲಾಕ್ಷೇತ್ರದ ಪ್ರೊ: ಹೆಚ್.ಜಿ. ಸಣ್ಣಗುಡ್ಡಯ್ಯ ಹಾಗೂ ವೀಚಿ ವೇದಿಕೆಯಲ್ಲಿ ಆಯೋಜಿಸಿದ್ದ ಸಾಂಸ್ಕೃತಿಕ ಪರಂಪರೆ ಮತ್ತು ಸಾಮಾಜಿಕ ಜವಾಬ್ದಾರಿ ಕುರಿತು ಸಂವಾದ ಗೋಷ್ಠಿ ಕಾರ್ಯಕ್ರಮದ ಉದ್ಘಾಟನೆ — [795, 821, 1106, 924]
article-column — [41, 1904, 220, 2337]
article-column — [795, 1151, 1101, 1452]
subscription-price: 25.00 — [1430, 99, 1466, 116]
fir-police-cap-photo — [57, 411, 211, 524]
fir-paper: FIR — [76, 465, 151, 513]
facebook-icon: f — [65, 228, 98, 255]
article-paragraph: ತುಮಕೂರು, ಅ.14- ಪ್ರಧಾನ ಮಂತ್ರಿ ನರೇಂದ್ರ ಮೋದಿಯವರ ಯೋಜನೆಗಳು, ಅವರು ರಾಷ್ಟ್ರಕ್ಕೆ ನೀಡಿರುವ ಕೊಡುಗೆ, ಅವರ ದೂರದೃಷ್ಟಿಯ ಚಿಂತನೆ ದೇಶದ ಪ್ರಗತಿಗೆ ಸಹಕಾರಿಯಾಗಿದೆ. ಇನ್ನು 6-7 ತಿಂಗಳಲ್ಲಿ ಪ್ರಧಾನಿ ಮೋದಿಯವರೇ ತುಮಕೂರು ಜಿಲ್ಲೆಗೆ ದೊಡ್ಡ ಯೋಜನೆಯನ್ನು ಘೋಷಣೆ ಮಾಡಲಿದ್ದಾರೆ, ಆ ಯೋಜನೆ ಯಾವುದೆಂದು ನಾನು ಈಗ ಹೇಳುವುದಿಲ್ಲ, ಕಾದು ನೋಡಿ ಎಂದು ಕೇಂದ್ರ ಜಲಶಕ್ತಿ ಹಾಗೂ ರೈಲ್ವೆ ಖಾತೆ ರಾಜ್ಯ ಸಚಿವ ವಿ.ಸೋಮಣ್ಣ ಹೇಳಿದರು. — [41, 745, 282, 976]
article-paragraph: ಭಾನುವಾರ ನಗರದ ಗ್ರಂಥಾಲಯ ಸಭಾಂಗಣದಲ್ಲಿ ನಡೆದ ಜಿಲ್ಲಾ ರೈಲ್ವೇ ಪ್ರಯಾಣಿಕರ ವೇದಿಕೆಯ ದಶಮಾನೋತ್ಸವ ಸಮಾರಂಭ ಉದ್ಘಾಟಿಸಿ ಮಾತನಾಡಿದ ಅವರು, ಕೇಂದ್ರ ಸರ್ಕಾರದ ಮಹತ್ವದ ಯೋಜನೆಗಳು ಶೀಘ್ರವೇ ಜಿಲ್ಲೆಗೆ ದೊರೆಯಲಿವೆ ಎಂದರು. — [41, 980, 282, 1104]
editor-block — [414, 224, 646, 270]
issue-info-line: ಸಂಪುಟ : 41 ಸಂಚಿಕೆ : 94 ದಿನಾಂಕ : 14-10-2024, ಸೋಮವಾರ ಬೆಲೆ : 1.00 ರೂ. ದೂ.: 0816-2275777 ಆರ್.ಎನ್.ಐ.: 69625/84 ಪಿ.ನಂ.: ಎಲ್2/ಟಿಎಂಆರ್/ ಎಲ್2 ಆರ್‌ಎನ್‌ಪಿ-442/2024-2026 — [41, 297, 1545, 320]
subscription-label: ವಾರ್ಷಿಕ — [1237, 145, 1279, 162]
article-column — [795, 1017, 1531, 1089]
article-baraguru-speech — [795, 597, 1531, 1089]
article-column — [543, 974, 784, 1211]
masthead-subtitle: ಕನ್ನಡ ಸಂಜೆ ದಿನಪತ್ರಿಕೆ — [657, 221, 881, 253]
